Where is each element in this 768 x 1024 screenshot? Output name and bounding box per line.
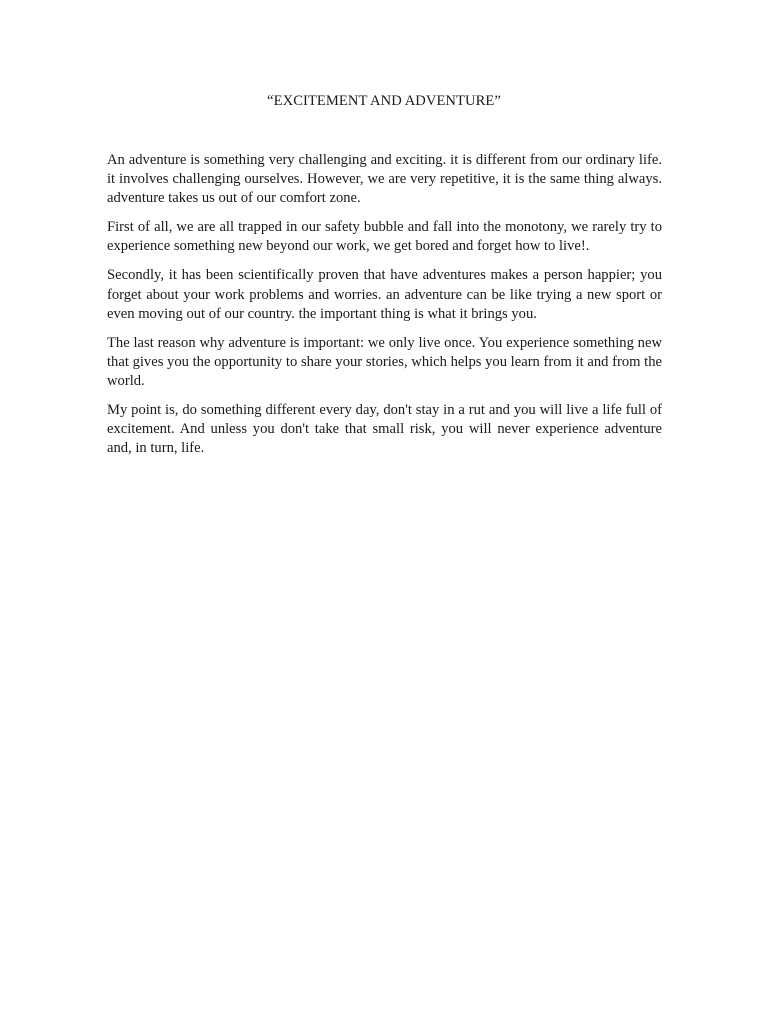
paragraph-conclusion: My point is, do something different every day, don't stay in a rut and you will live a life full of excitement. And unless you don't take that small risk, you will never experience adventure and, in turn, life. xyxy=(107,402,662,457)
document-body xyxy=(107,151,662,468)
paragraph-intro: An adventure is something very challenging and exciting. it is different from our ordinary life. it involves challenging ourselves. However, we are very repetitive, it is the same thing always. adventure takes us out of our comfort zone. xyxy=(107,152,662,207)
paragraph-second-reason: Secondly, it has been scientifically proven that have adventures makes a person happier; you forget about your work problems and worries. an adventure can be like trying a new sport or even moving out of our country. the important thing is what it brings you. xyxy=(107,267,662,322)
document-title: “EXCITEMENT AND ADVENTURE” xyxy=(267,93,501,109)
paragraph-first-reason: First of all, we are all trapped in our safety bubble and fall into the monotony, we rarely try to experience something new beyond our work, we get bored and forget how to live!. xyxy=(107,219,662,255)
paragraph-last-reason: The last reason why adventure is important: we only live once. You experience something new that gives you the opportunity to share your stories, which helps you learn from it and from the world. xyxy=(107,334,662,389)
